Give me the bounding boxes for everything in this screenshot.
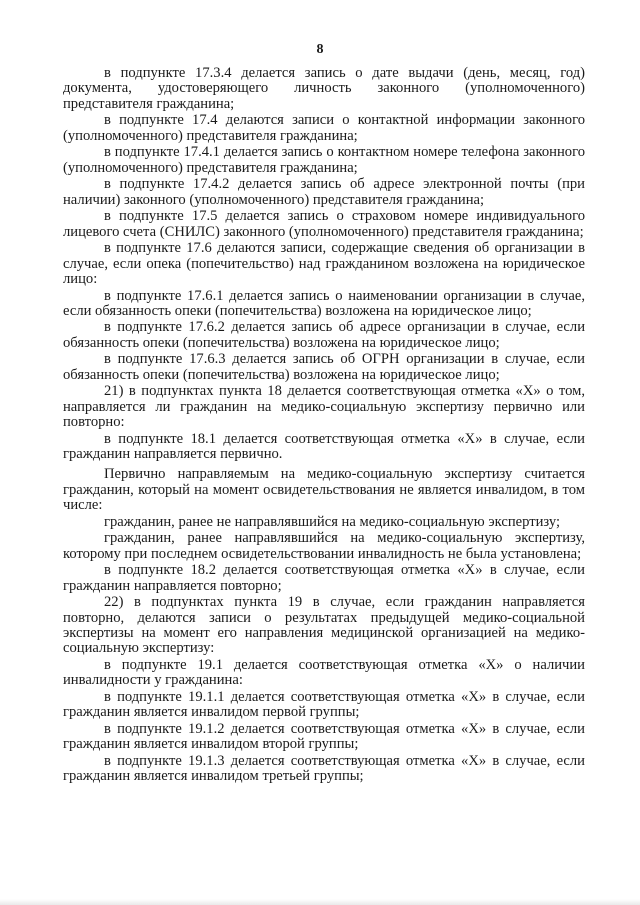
paragraph: в подпункте 18.1 делается соответствующая отметка «X» в случае, если гражданин направляется первично. [63, 430, 585, 463]
document-body [63, 66, 585, 786]
paragraph: в подпункте 17.6 делаются записи, содержащие сведения об организации в случае, если опека (попечительство) над гражданином возложена на юридическое лицо: [63, 240, 585, 287]
paragraph: в подпункте 17.6.2 делается запись об адресе организации в случае, если обязанность опеки (попечительства) возложена на юридическое лицо; [63, 319, 585, 351]
paragraph: гражданин, ранее не направлявшийся на медико-социальную экспертизу; [104, 513, 561, 530]
paragraph: в подпункте 19.1 делается соответствующая отметка «X» о наличии инвалидности у гражданина: [63, 656, 585, 689]
page-number: 8 [316, 42, 324, 57]
paragraph: в подпункте 17.3.4 делается запись о дате выдачи (день, месяц, год) документа, удостоверяющего личность законного (уполномоченного) представителя гражданина; [63, 65, 585, 112]
paragraph: 22) в подпунктах пункта 19 в случае, если гражданин направляется повторно, делаются записи о результатах предыдущей медико-социальной экспертизы на момент его направления медицинской организацией на медико-социальную экспертизу: [63, 594, 585, 657]
paragraph: Первично направляемым на медико-социальную экспертизу считается гражданин, который на момент освидетельствования не является инвалидом, в том числе: [63, 466, 585, 513]
paragraph: в подпункте 19.1.1 делается соответствующая отметка «X» в случае, если гражданин является инвалидом первой группы; [63, 688, 585, 721]
paragraph: в подпункте 17.4.2 делается запись об адресе электронной почты (при наличии) законного (уполномоченного) представителя гражданина; [63, 176, 585, 208]
paragraph: в подпункте 17.5 делается запись о страховом номере индивидуального лицевого счета (СНИЛС) законного (уполномоченного) представителя гражданина; [63, 208, 585, 240]
paragraph: в подпункте 19.1.3 делается соответствующая отметка «X» в случае, если гражданин является инвалидом третьей группы; [63, 752, 585, 785]
paragraph: в подпункте 19.1.2 делается соответствующая отметка «X» в случае, если гражданин является инвалидом второй группы; [63, 720, 585, 753]
paragraph: в подпункте 18.2 делается соответствующая отметка «X» в случае, если гражданин направляется повторно; [63, 562, 585, 594]
paragraph: в подпункте 17.4.1 делается запись о контактном номере телефона законного (уполномоченного) представителя гражданина; [63, 144, 585, 176]
paragraph: в подпункте 17.6.1 делается запись о наименовании организации в случае, если обязанность опеки (попечительства) возложена на юридическое лицо; [63, 287, 585, 319]
paragraph: гражданин, ранее направлявшийся на медико-социальную экспертизу, которому при последнем освидетельствовании инвалидность не была установлена; [63, 530, 585, 562]
scan-bottom-edge [0, 899, 640, 905]
paragraph: в подпункте 17.6.3 делается запись об ОГРН организации в случае, если обязанность опеки (попечительства) возложена на юридическое лицо; [63, 351, 585, 383]
paragraph: 21) в подпунктах пункта 18 делается соответствующая отметка «X» о том, направляется ли гражданин на медико-социальную экспертизу первично или повторно: [63, 383, 585, 431]
paragraph: в подпункте 17.4 делаются записи о контактной информации законного (уполномоченного) представителя гражданина; [63, 112, 585, 144]
